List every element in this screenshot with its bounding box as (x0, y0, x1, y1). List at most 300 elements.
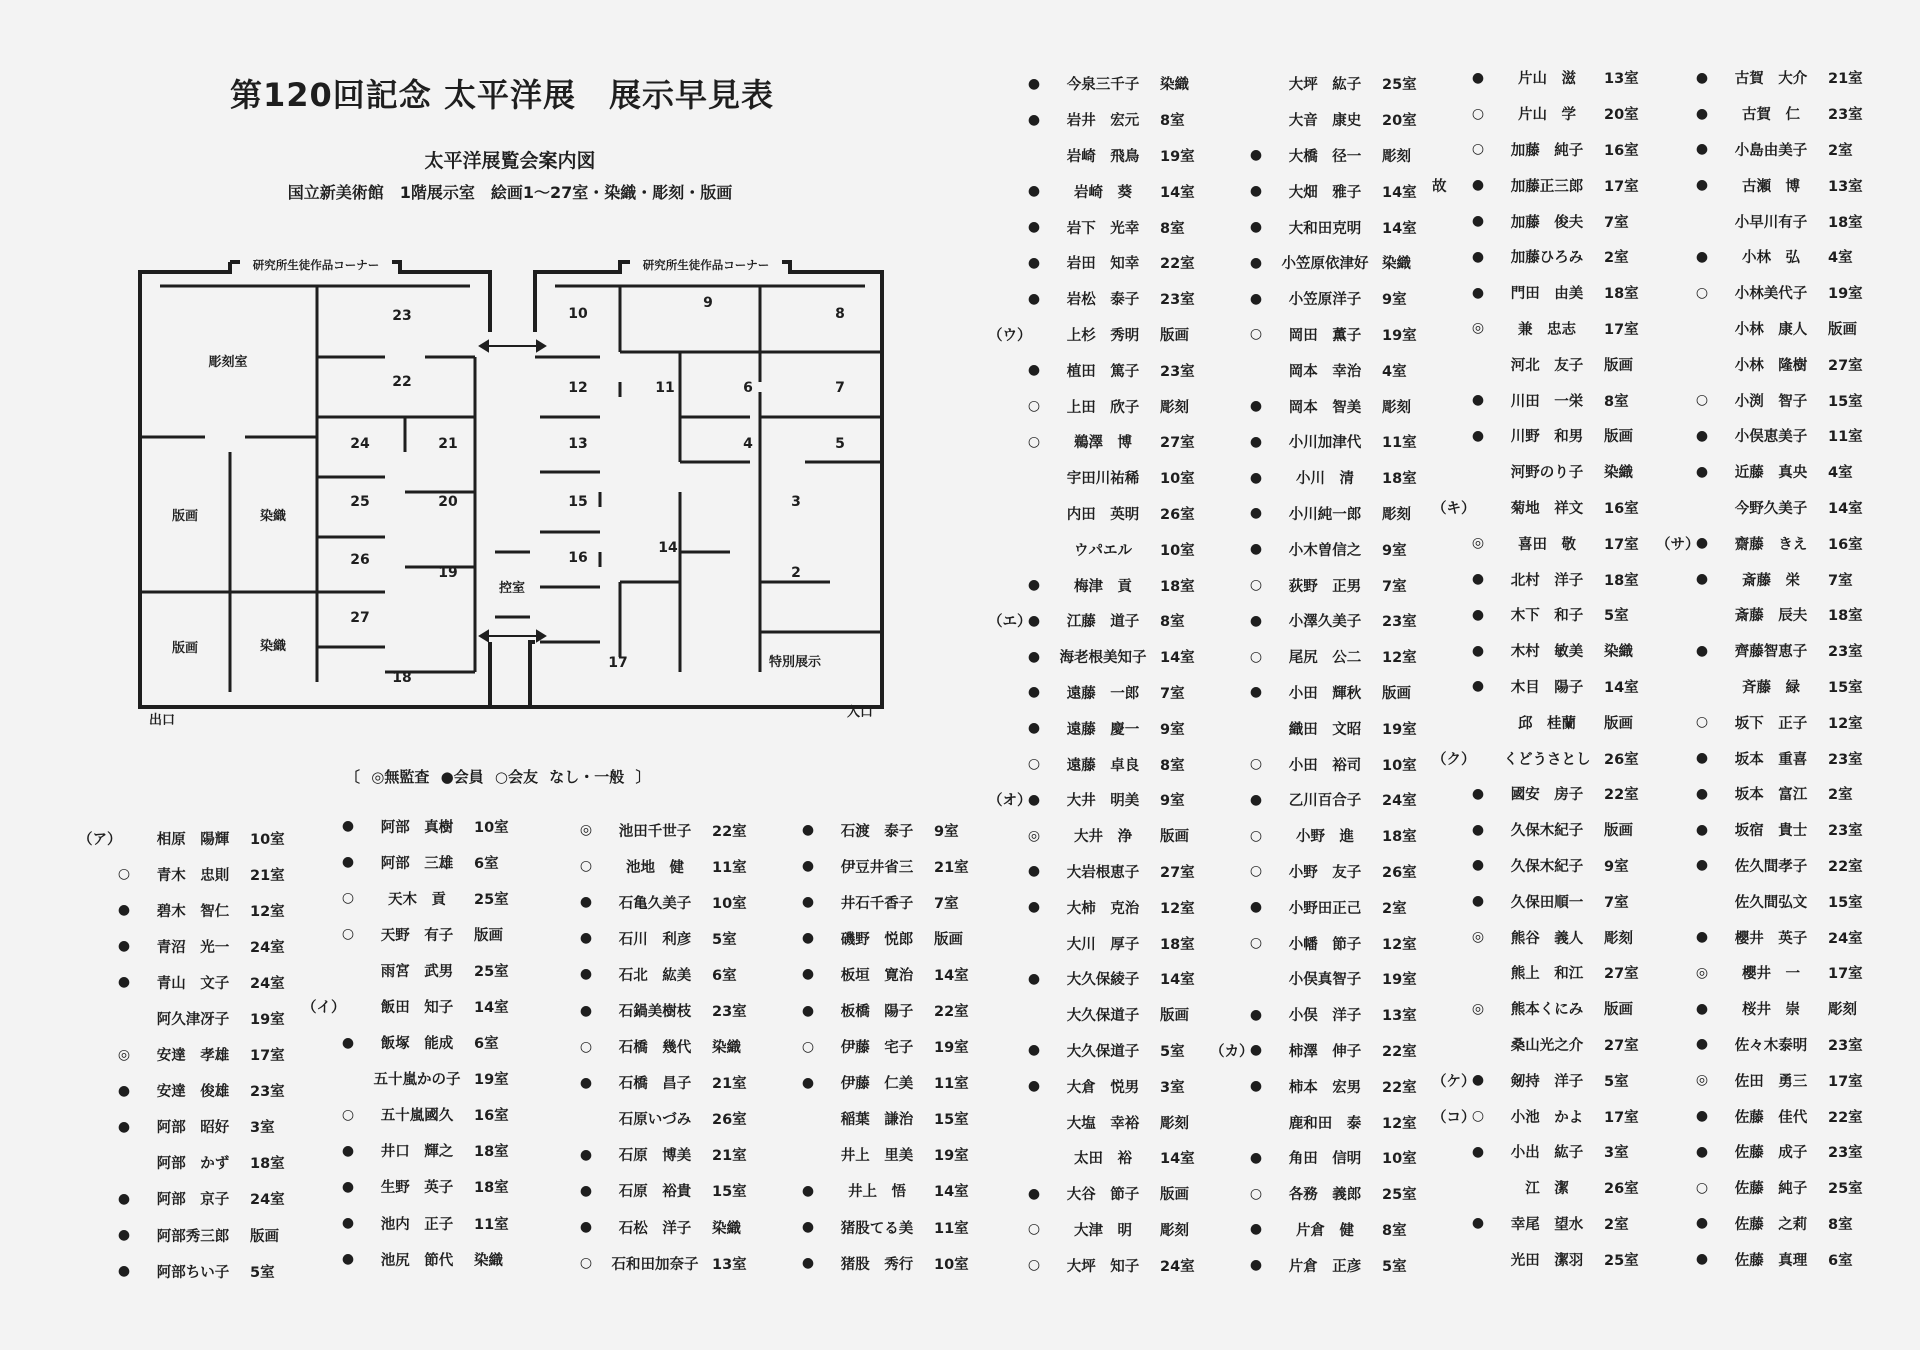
artist-row (540, 1029, 770, 1065)
room-location: 26室 (712, 1112, 747, 1129)
room-location: 版画 (474, 927, 503, 944)
artist-row (988, 925, 1218, 961)
artist-row (1656, 1098, 1886, 1134)
artist-name: 國安 房子 (1510, 787, 1584, 804)
artist-row (540, 920, 770, 956)
room-location: 版画 (934, 931, 963, 948)
room-location: 23室 (1828, 1145, 1863, 1162)
artist-row (1210, 66, 1440, 102)
artist-row (1210, 782, 1440, 818)
artist-name: 佐藤 之莉 (1734, 1216, 1808, 1233)
artist-row (1656, 132, 1886, 168)
artist-name: 木目 陽子 (1510, 679, 1584, 696)
membership-mark: ● (1249, 290, 1263, 307)
artist-row (540, 812, 770, 848)
artist-name: 片倉 正彦 (1288, 1258, 1362, 1275)
room-location: 11室 (474, 1216, 509, 1233)
room-number: 26 (350, 552, 370, 568)
membership-mark: ○ (1471, 1108, 1485, 1124)
room-location: 彫刻 (1828, 1002, 1857, 1019)
membership-mark: ● (1249, 612, 1263, 629)
artist-row (78, 1253, 308, 1289)
artist-name: 宇田川祐稀 (1066, 471, 1140, 488)
room-location: 27室 (1604, 1037, 1639, 1054)
legend-kaiin: ●会員 (440, 768, 484, 786)
room-location: 22室 (1382, 1043, 1417, 1060)
artist-row (1656, 991, 1886, 1027)
map-walls (140, 262, 882, 707)
membership-mark: ◎ (117, 1046, 131, 1063)
artist-row (988, 782, 1218, 818)
membership-mark: ● (1695, 571, 1709, 588)
room-location: 9室 (1160, 721, 1185, 738)
artist-name: 飯田 知子 (380, 1000, 454, 1017)
artist-row (1656, 382, 1886, 418)
artist-row (540, 956, 770, 992)
artist-name: 大塩 幸裕 (1066, 1115, 1140, 1132)
legend-mukansa: ◎無監査 (371, 768, 430, 786)
room-location: 26室 (1160, 506, 1195, 523)
room-location: 18室 (1382, 471, 1417, 488)
kana-group-label: （サ） (1656, 536, 1700, 553)
room-location: 11室 (712, 859, 747, 876)
room-location: 版画 (250, 1228, 279, 1245)
room-number: 22 (392, 374, 412, 390)
room-location: 18室 (250, 1156, 285, 1173)
membership-mark: ● (1471, 177, 1485, 194)
artist-name: 佐々木泰明 (1734, 1037, 1808, 1054)
artist-row (1656, 1062, 1886, 1098)
artist-name: 池尻 節代 (380, 1252, 454, 1269)
membership-mark: ○ (341, 926, 355, 943)
artist-row (1656, 561, 1886, 597)
membership-mark: ○ (1249, 648, 1263, 665)
room-number: 5 (835, 436, 845, 452)
room-number: 16 (568, 550, 588, 566)
artist-row (78, 1073, 308, 1109)
artist-name: 片山 滋 (1518, 71, 1576, 88)
room-location: 17室 (1828, 966, 1863, 983)
artist-name: 大井 明美 (1066, 793, 1140, 810)
artist-row (1656, 740, 1886, 776)
artist-name: 板橋 陽子 (840, 1004, 914, 1021)
room-location: 19室 (1828, 286, 1863, 303)
membership-mark: ● (579, 1074, 593, 1091)
room-location: 6室 (474, 1036, 499, 1053)
artist-row (988, 66, 1218, 102)
artist-name: 伊藤 宅子 (840, 1040, 914, 1057)
membership-mark: ● (1471, 284, 1485, 301)
artist-name: 小野 友子 (1288, 864, 1362, 881)
artist-row (988, 889, 1218, 925)
textile-room-2-label: 染織 (259, 639, 287, 654)
room-location: 2室 (1828, 142, 1853, 159)
artist-name: 大谷 節子 (1066, 1187, 1140, 1204)
membership-mark: ● (1249, 183, 1263, 200)
room-location: 5室 (250, 1264, 275, 1281)
artist-name: 碧木 智仁 (156, 903, 230, 920)
artist-row (988, 1104, 1218, 1140)
artist-name: 片山 学 (1518, 107, 1576, 124)
artist-row (988, 997, 1218, 1033)
room-location: 3室 (250, 1120, 275, 1137)
artist-row (78, 1217, 308, 1253)
room-location: 版画 (1160, 829, 1189, 846)
artist-name: 小俣真智子 (1288, 972, 1362, 989)
artist-name: 川田 一栄 (1510, 393, 1584, 410)
artist-row (302, 952, 532, 988)
artist-row (762, 1065, 992, 1101)
room-location: 2室 (1604, 250, 1629, 267)
artist-row (1432, 418, 1662, 454)
artist-name: 池地 健 (626, 859, 684, 876)
room-location: 24室 (250, 975, 285, 992)
room-location: 14室 (474, 1000, 509, 1017)
room-location: 19室 (1382, 327, 1417, 344)
membership-mark: ● (579, 1146, 593, 1163)
artist-row (1210, 245, 1440, 281)
room-location: 23室 (1160, 363, 1195, 380)
kana-group-label: （カ） (1210, 1043, 1254, 1060)
room-location: 23室 (1828, 1037, 1863, 1054)
membership-mark: ● (579, 1219, 593, 1236)
membership-mark: ● (1027, 1042, 1041, 1059)
artist-name: 江 潔 (1525, 1181, 1569, 1198)
room-location: 14室 (1160, 972, 1195, 989)
artist-name: 今泉三千子 (1066, 77, 1140, 94)
room-location: 版画 (1828, 321, 1857, 338)
room-location: 8室 (1160, 113, 1185, 130)
artist-name: 青山 文子 (156, 975, 230, 992)
artist-row (762, 848, 992, 884)
artist-name: 加藤 俊夫 (1510, 214, 1584, 231)
artist-name: 磯野 悦郎 (840, 931, 914, 948)
room-location: 3室 (1160, 1079, 1185, 1096)
artist-row (1210, 710, 1440, 746)
artist-name: 阿部 かず (156, 1156, 230, 1173)
membership-mark: ● (1249, 254, 1263, 271)
room-location: 25室 (474, 891, 509, 908)
map-title: 太平洋展覧会案内図 (424, 150, 596, 172)
artist-name: 柿本 宏男 (1288, 1079, 1362, 1096)
artist-row (988, 710, 1218, 746)
artist-name: 齋藤 きえ (1734, 536, 1808, 553)
artist-row (302, 1241, 532, 1277)
membership-mark: ● (1249, 1221, 1263, 1238)
kana-group-label: 故 (1432, 178, 1447, 195)
artist-name: 飯塚 能成 (380, 1036, 454, 1053)
artist-name: 天野 有子 (380, 927, 454, 944)
room-location: 27室 (1828, 357, 1863, 374)
artist-row (1656, 704, 1886, 740)
room-location: 20室 (1604, 107, 1639, 124)
artist-row (78, 964, 308, 1000)
membership-mark: ◎ (1027, 827, 1041, 844)
artist-row (1432, 454, 1662, 490)
room-location: 7室 (1382, 578, 1407, 595)
room-location: 18室 (474, 1180, 509, 1197)
artist-name: 五十嵐かの子 (373, 1072, 461, 1089)
artist-row (1210, 997, 1440, 1033)
artist-name: 織田 文昭 (1288, 721, 1362, 738)
membership-mark: ● (579, 1002, 593, 1019)
artist-row (1656, 454, 1886, 490)
membership-mark: ◎ (1695, 1072, 1709, 1089)
room-location: 版画 (1160, 1008, 1189, 1025)
room-location: 11室 (1828, 429, 1863, 446)
room-location: 14室 (1160, 184, 1195, 201)
room-location: 27室 (1604, 966, 1639, 983)
artist-row (540, 1173, 770, 1209)
artist-row (1210, 460, 1440, 496)
room-location: 版画 (1604, 429, 1633, 446)
membership-mark: ● (579, 966, 593, 983)
artist-row (1432, 60, 1662, 96)
room-location: 25室 (474, 963, 509, 980)
artist-row (988, 281, 1218, 317)
artist-row (1656, 1134, 1886, 1170)
artist-name: 大久保道子 (1066, 1043, 1140, 1060)
artist-row (1210, 567, 1440, 603)
membership-mark: ● (1027, 254, 1041, 271)
artist-row (1432, 740, 1662, 776)
room-location: 18室 (1604, 286, 1639, 303)
room-location: 21室 (712, 1076, 747, 1093)
room-location: 5室 (1604, 1073, 1629, 1090)
room-location: 4室 (1828, 250, 1853, 267)
artist-name: 猪股 秀行 (840, 1256, 914, 1273)
artist-row (1432, 1170, 1662, 1206)
room-location: 22室 (1160, 256, 1195, 273)
room-location: 23室 (1828, 644, 1863, 661)
artist-row (1210, 1033, 1440, 1069)
membership-mark: ◎ (1471, 929, 1485, 946)
room-location: 22室 (1828, 1109, 1863, 1126)
room-location: 版画 (1604, 823, 1633, 840)
artist-row (988, 317, 1218, 353)
artist-row (1432, 1098, 1662, 1134)
artist-row (1656, 848, 1886, 884)
membership-mark: ● (117, 1118, 131, 1135)
artist-name: 江藤 道子 (1066, 614, 1140, 631)
artist-row (1656, 60, 1886, 96)
artist-row (1432, 919, 1662, 955)
artist-row (988, 818, 1218, 854)
artist-name: 荻野 正男 (1288, 578, 1362, 595)
artist-row (78, 820, 308, 856)
kana-group-label: （オ） (988, 793, 1032, 810)
artist-name: 斎藤 辰夫 (1734, 608, 1808, 625)
artist-row (1656, 919, 1886, 955)
room-location: 彫刻 (1382, 506, 1411, 523)
room-number: 11 (655, 380, 675, 396)
membership-mark: ● (1471, 392, 1485, 409)
artist-name: 光田 潔羽 (1510, 1252, 1584, 1269)
artist-row (1210, 173, 1440, 209)
artist-name: 大久保綾子 (1066, 972, 1140, 989)
artist-name: 石原 博美 (618, 1148, 692, 1165)
membership-mark: ● (579, 894, 593, 911)
artist-row (1210, 1176, 1440, 1212)
artist-name: 鵜澤 博 (1074, 435, 1132, 452)
membership-mark: ● (1695, 177, 1709, 194)
artist-name: 岩下 光幸 (1066, 220, 1140, 237)
room-number: 24 (350, 436, 370, 452)
artist-name: 久保木紀子 (1510, 858, 1584, 875)
membership-mark: ● (341, 1142, 355, 1159)
artist-name: 梅津 貢 (1074, 578, 1132, 595)
artist-name: 大津 明 (1074, 1222, 1132, 1239)
room-location: 6室 (474, 855, 499, 872)
artist-name: 太田 裕 (1074, 1151, 1132, 1168)
artist-row (1656, 346, 1886, 382)
artist-name: 小木曽信之 (1288, 542, 1362, 559)
room-location: 25室 (1604, 1252, 1639, 1269)
artist-row (1432, 1134, 1662, 1170)
artist-name: 坂下 正子 (1734, 715, 1808, 732)
artist-row (540, 1209, 770, 1245)
room-location: 8室 (1382, 1222, 1407, 1239)
artist-row (302, 916, 532, 952)
membership-mark: ● (1249, 147, 1263, 164)
membership-mark: ● (1027, 1078, 1041, 1095)
membership-mark: ● (1471, 893, 1485, 910)
artist-row (988, 388, 1218, 424)
artist-row (1210, 138, 1440, 174)
artist-row (302, 1025, 532, 1061)
artist-row (1210, 209, 1440, 245)
artist-row (1432, 1027, 1662, 1063)
right-student-corner-label: 研究所生徒作品コーナー (642, 258, 770, 272)
artist-name: 斉藤 緑 (1742, 679, 1800, 696)
special-exhibit-label: 特別展示 (768, 655, 822, 670)
membership-mark: ● (1249, 398, 1263, 415)
room-location: 23室 (1828, 107, 1863, 124)
artist-name: 相原 陽輝 (156, 831, 230, 848)
room-location: 21室 (1828, 71, 1863, 88)
room-location: 27室 (1160, 864, 1195, 881)
room-location: 21室 (250, 867, 285, 884)
room-location: 16室 (474, 1108, 509, 1125)
room-location: 21室 (934, 859, 969, 876)
artist-row (762, 812, 992, 848)
artist-name: ウパエル (1074, 542, 1132, 559)
artist-row (1432, 812, 1662, 848)
membership-mark: ● (117, 1263, 131, 1280)
artist-name: 伊豆井省三 (840, 859, 914, 876)
membership-mark: ● (341, 1178, 355, 1195)
artist-row (302, 1061, 532, 1097)
artist-name: 剱持 洋子 (1510, 1073, 1584, 1090)
artist-row (1210, 352, 1440, 388)
room-location: 18室 (1160, 578, 1195, 595)
artist-name: 石北 紘美 (618, 967, 692, 984)
room-location: 26室 (1604, 751, 1639, 768)
artist-name: 古賀 大介 (1734, 71, 1808, 88)
membership-mark: ○ (1695, 714, 1709, 731)
artist-name: 柿澤 伸子 (1288, 1043, 1362, 1060)
artist-row (1656, 525, 1886, 561)
artist-column (540, 812, 770, 1281)
artist-name: 小田 輝秋 (1288, 685, 1362, 702)
room-location: 14室 (1382, 184, 1417, 201)
artist-name: 北村 洋子 (1510, 572, 1584, 589)
artist-name: 上杉 秀明 (1066, 327, 1140, 344)
artist-name: 小池 かよ (1510, 1109, 1584, 1126)
artist-name: 天木 貢 (388, 891, 446, 908)
artist-name: 植田 篤子 (1066, 363, 1140, 380)
artist-row (1210, 854, 1440, 890)
room-number: 19 (438, 565, 458, 581)
artist-name: 小笠原依津好 (1281, 256, 1369, 273)
artist-name: 佐藤 真理 (1734, 1252, 1808, 1269)
membership-mark: ● (801, 1255, 815, 1272)
room-location: 16室 (1604, 142, 1639, 159)
artist-name: 岡本 幸治 (1288, 363, 1362, 380)
membership-mark: ○ (801, 1038, 815, 1055)
room-location: 版画 (1160, 327, 1189, 344)
room-location: 19室 (474, 1072, 509, 1089)
membership-mark: ● (1027, 612, 1041, 629)
membership-mark: ● (1249, 791, 1263, 808)
membership-mark: ◎ (1695, 964, 1709, 981)
artist-row (762, 1029, 992, 1065)
artist-row (1432, 239, 1662, 275)
artist-row (1656, 239, 1886, 275)
artist-row (1210, 1068, 1440, 1104)
room-location: 25室 (1828, 1181, 1863, 1198)
room-number: 9 (703, 295, 713, 311)
kana-group-label: （ウ） (988, 327, 1032, 344)
room-location: 13室 (1604, 71, 1639, 88)
room-location: 11室 (1382, 435, 1417, 452)
artist-name: 井石千香子 (840, 895, 914, 912)
room-location: 14室 (1828, 500, 1863, 517)
legend-close: 〕 (635, 768, 651, 786)
room-location: 7室 (1604, 214, 1629, 231)
room-location: 24室 (250, 939, 285, 956)
artist-row (1432, 167, 1662, 203)
room-location: 18室 (1604, 572, 1639, 589)
room-location: 23室 (712, 1004, 747, 1021)
membership-mark: ● (579, 930, 593, 947)
room-location: 22室 (1828, 858, 1863, 875)
membership-mark: ● (1695, 1108, 1709, 1124)
room-location: 19室 (250, 1012, 285, 1029)
artist-name: 小林 隆樹 (1734, 357, 1808, 374)
artist-name: 石原いづみ (618, 1112, 692, 1129)
artist-name: 大橋 径一 (1288, 148, 1362, 165)
artist-name: 桑山光之介 (1510, 1037, 1584, 1054)
room-location: 15室 (1828, 894, 1863, 911)
membership-mark: ◎ (1471, 1000, 1485, 1017)
artist-name: 岡田 薫子 (1288, 327, 1362, 344)
artist-row (1656, 418, 1886, 454)
artist-name: 坂本 富江 (1734, 787, 1808, 804)
room-location: 染織 (1382, 256, 1411, 273)
membership-mark: ● (1471, 69, 1485, 86)
artist-name: 石橋 幾代 (618, 1040, 692, 1057)
room-location: 16室 (1828, 536, 1863, 553)
membership-mark: ● (1695, 463, 1709, 480)
corridor-arrows (480, 341, 545, 641)
membership-mark: ● (341, 854, 355, 871)
artist-column (1656, 60, 1886, 1277)
artist-row (1656, 669, 1886, 705)
artist-row (540, 1101, 770, 1137)
artist-row (988, 138, 1218, 174)
membership-mark: ● (1471, 821, 1485, 838)
